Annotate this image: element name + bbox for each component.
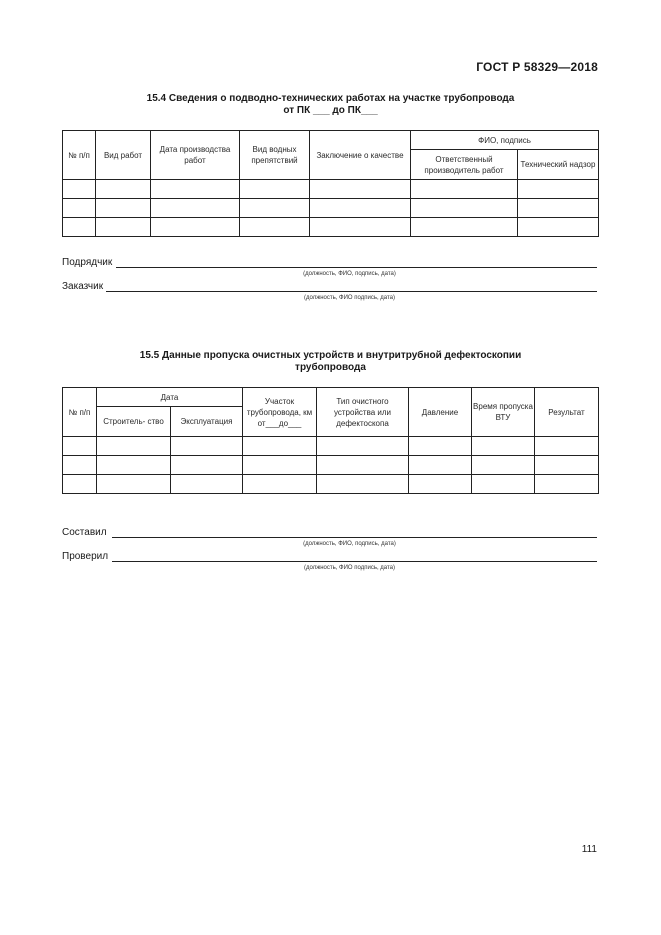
col-pressure: Давление (409, 388, 472, 437)
section-title-line: трубопровода (295, 362, 366, 373)
col-number: № п/п (63, 388, 97, 437)
col-responsible: Ответственный производитель работ (411, 150, 518, 180)
section-title-line: 15.5 Данные пропуска очистных устройств и внутритрубной дефектоскопии (139, 350, 522, 361)
signature-line[interactable] (112, 537, 597, 538)
col-result: Результат (535, 388, 599, 437)
signature-label: Подрядчик (62, 257, 113, 268)
col-date: Дата производства работ (151, 131, 240, 180)
table-row (63, 180, 599, 199)
section-title-line: от ПК ___ до ПК___ (283, 105, 378, 116)
signature-line[interactable] (106, 291, 597, 292)
col-passage-time: Время пропуска ВТУ (472, 388, 535, 437)
col-pipeline-section: Участок трубопровода, км от___до___ (243, 388, 317, 437)
col-quality-conclusion: Заключение о качестве (310, 131, 411, 180)
col-group-fio: ФИО, подпись (411, 131, 599, 150)
section-15-4-title (0, 93, 661, 117)
signature-label: Заказчик (62, 281, 104, 292)
table-row (63, 218, 599, 237)
signature-hint: (должность, ФИО подпись, дата) (303, 565, 396, 571)
section-title-line: 15.4 Сведения о подводно-технических работах на участке трубопровода (146, 93, 515, 104)
section-15-5-title (0, 350, 661, 374)
col-supervision: Технический надзор (518, 150, 599, 180)
table-row (63, 437, 599, 456)
cleaning-devices-table (62, 387, 599, 494)
table-row (63, 475, 599, 494)
underwater-works-table (62, 130, 599, 237)
table-row (63, 456, 599, 475)
signature-line[interactable] (112, 561, 597, 562)
signature-hint: (должность, ФИО подпись, дата) (303, 295, 396, 301)
document-code: ГОСТ Р 58329—2018 (476, 60, 598, 74)
signature-hint: (должность, ФИО, подпись, дата) (303, 271, 396, 277)
col-device-type: Тип очистного устройства или дефектоскопа (317, 388, 409, 437)
col-group-date: Дата (97, 388, 243, 407)
signature-line[interactable] (116, 267, 597, 268)
col-construction: Строитель- ство (97, 407, 171, 437)
col-water-obstacles: Вид водных препятствий (240, 131, 310, 180)
signature-label: Составил (62, 527, 107, 538)
signature-label: Проверил (62, 551, 109, 562)
page-number: 111 (581, 844, 597, 855)
col-work-type: Вид работ (96, 131, 151, 180)
signature-hint: (должность, ФИО, подпись, дата) (303, 541, 396, 547)
col-number: № п/п (63, 131, 96, 180)
col-operation: Эксплуатация (171, 407, 243, 437)
table-row (63, 199, 599, 218)
